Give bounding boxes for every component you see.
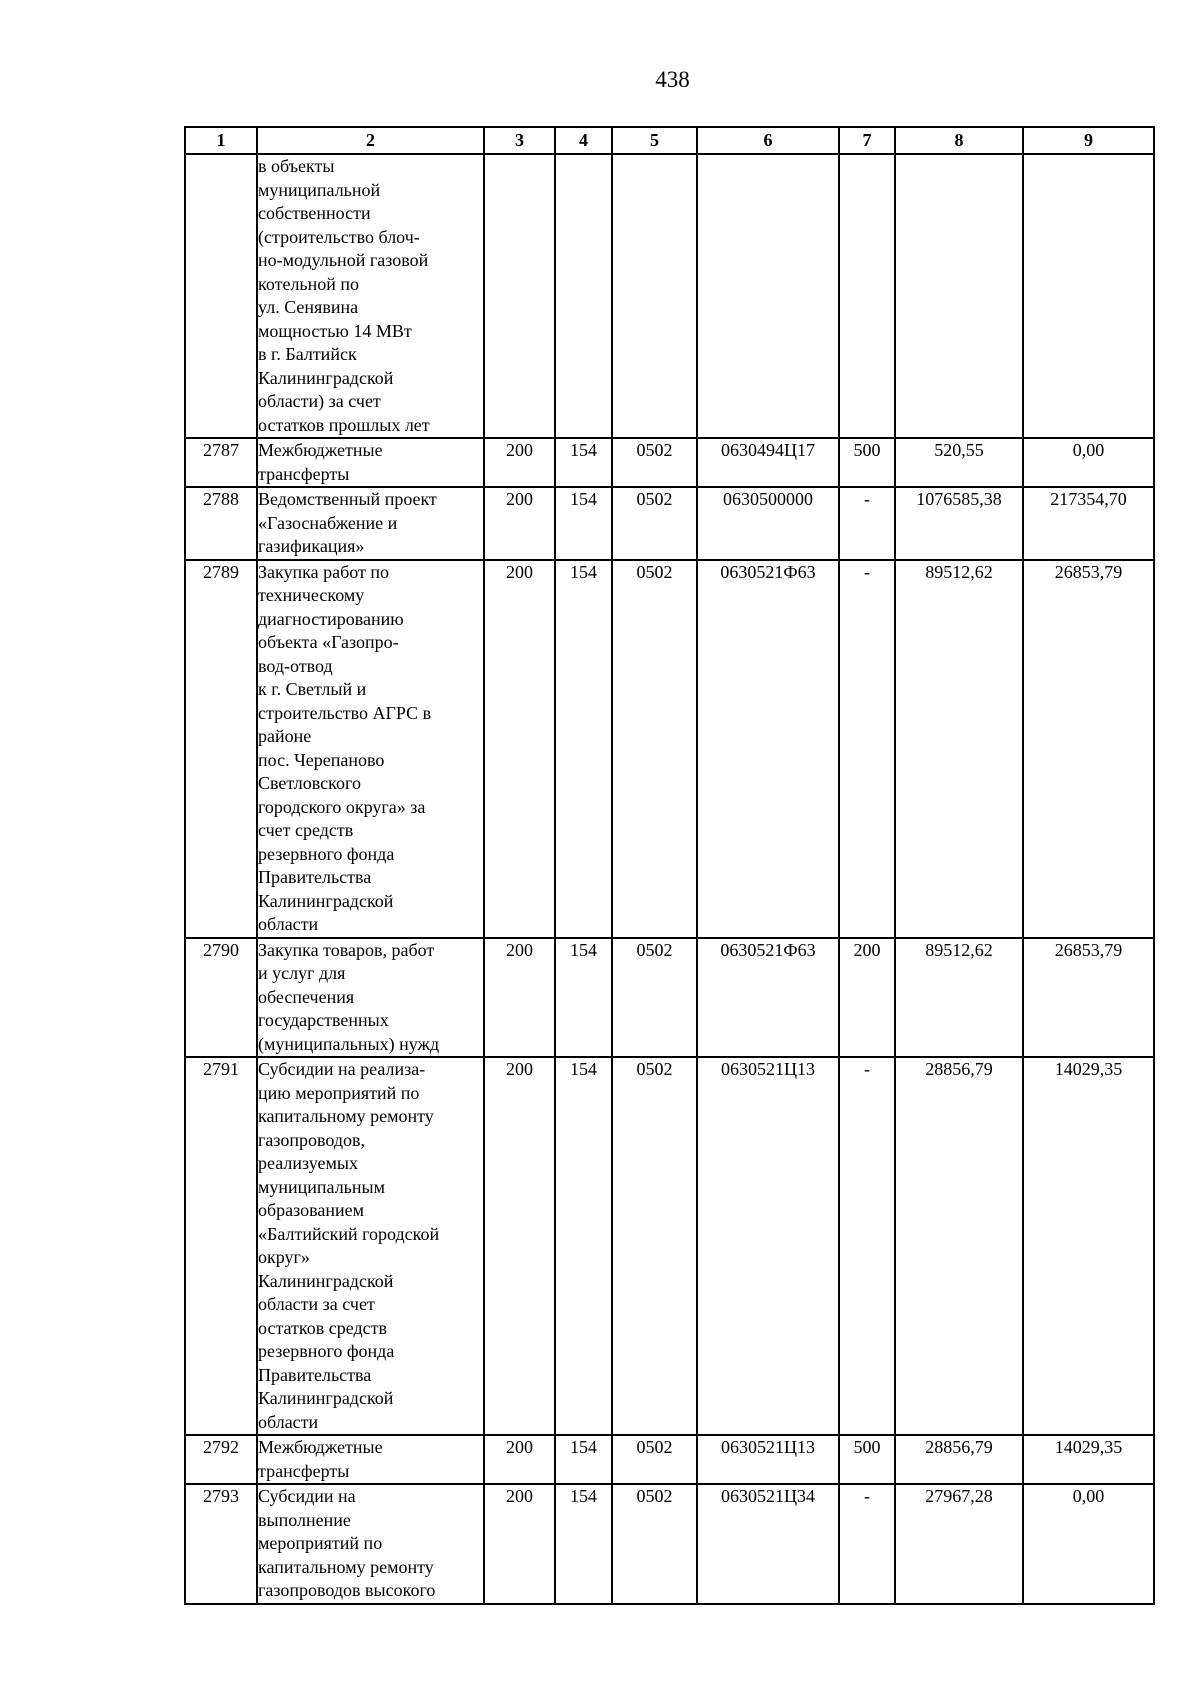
row-name-line: собственности — [258, 203, 371, 223]
col-3-value: 200 — [484, 1057, 555, 1435]
col-9-value: 14029,35 — [1023, 1435, 1154, 1484]
col-8-value: 89512,62 — [895, 938, 1023, 1058]
col-4-value: 154 — [555, 487, 612, 560]
row-name-line: ул. Сенявина — [258, 297, 359, 317]
col-7-value — [839, 154, 895, 438]
col-9-value: 14029,35 — [1023, 1057, 1154, 1435]
row-name-line: к г. Светлый и — [258, 679, 367, 699]
col-8-value: 89512,62 — [895, 560, 1023, 938]
column-header: 1 — [185, 127, 257, 154]
col-3-value: 200 — [484, 438, 555, 487]
col-6-value: 0630494Ц17 — [697, 438, 839, 487]
col-3-value: 200 — [484, 487, 555, 560]
table-row — [185, 487, 1154, 560]
table-row — [185, 1435, 1154, 1484]
col-5-value: 0502 — [612, 487, 697, 560]
table-row — [185, 438, 1154, 487]
col-7-value: - — [839, 560, 895, 938]
col-8-value: 27967,28 — [895, 1484, 1023, 1604]
row-name-line: Закупка товаров, работ — [258, 939, 435, 960]
row-name-line: муниципальным — [258, 1176, 386, 1197]
row-number: 2789 — [185, 560, 257, 938]
row-name-line: городского округа» за — [258, 796, 426, 817]
row-name-line: и услуг для — [258, 963, 346, 983]
row-name — [257, 560, 484, 938]
row-name-line: капитальному ремонту — [258, 1556, 434, 1577]
row-name-line: Светловского — [258, 773, 361, 793]
row-number: 2791 — [185, 1057, 257, 1435]
row-name-line: муниципальной — [258, 179, 381, 200]
row-name-line: Правительства — [258, 867, 372, 887]
row-name-line: газопроводов высокого — [258, 1580, 436, 1600]
col-3-value: 200 — [484, 938, 555, 1058]
col-7-value: - — [839, 1057, 895, 1435]
row-name-line: капитальному ремонту — [258, 1106, 434, 1126]
col-6-value: 0630521Ф63 — [697, 938, 839, 1058]
row-name-line: резервного фонда — [258, 1341, 395, 1361]
col-7-value: 500 — [839, 438, 895, 487]
row-name-line: Калининградской — [258, 1388, 394, 1408]
row-name — [257, 1057, 484, 1435]
row-name-line: Ведомственный проект — [258, 489, 437, 509]
row-name-line: Субсидии на — [258, 1486, 356, 1506]
row-name — [257, 1484, 484, 1604]
col-5-value: 0502 — [612, 1484, 697, 1604]
table-row — [185, 154, 1154, 438]
col-5-value — [612, 154, 697, 438]
row-name-line: диагностированию — [258, 608, 404, 629]
col-7-value: 200 — [839, 938, 895, 1058]
row-name-line: резервного фонда — [258, 843, 395, 864]
row-name-line: выполнение — [258, 1509, 351, 1530]
col-9-value: 0,00 — [1023, 438, 1154, 487]
col-4-value: 154 — [555, 938, 612, 1058]
row-name-line: счет средств — [258, 820, 354, 840]
col-9-value: 217354,70 — [1023, 487, 1154, 560]
column-header: 2 — [257, 127, 484, 154]
col-9-value — [1023, 154, 1154, 438]
column-header: 3 — [484, 127, 555, 154]
column-header: 9 — [1023, 127, 1154, 154]
row-number: 2792 — [185, 1435, 257, 1484]
table-row — [185, 1484, 1154, 1604]
row-name-line: пос. Черепаново — [258, 749, 385, 770]
col-3-value — [484, 154, 555, 438]
col-5-value: 0502 — [612, 438, 697, 487]
col-7-value: - — [839, 1484, 895, 1604]
col-8-value: 28856,79 — [895, 1057, 1023, 1435]
row-name-line: реализуемых — [258, 1153, 358, 1173]
row-name-line: области за счет — [258, 1294, 375, 1314]
col-5-value: 0502 — [612, 1057, 697, 1435]
row-name-line: образованием — [258, 1200, 365, 1220]
row-name-line: (строительство блоч- — [258, 226, 420, 247]
col-6-value: 0630521Ц13 — [697, 1057, 839, 1435]
row-name-line: вод-отвод — [258, 655, 333, 676]
row-number: 2793 — [185, 1484, 257, 1604]
row-name-line: районе — [258, 726, 312, 746]
col-7-value: 500 — [839, 1435, 895, 1484]
row-name-line: области — [258, 1411, 319, 1432]
table-row — [185, 1057, 1154, 1435]
row-name-line: Межбюджетные — [258, 1437, 383, 1457]
row-name — [257, 154, 484, 438]
column-header: 4 — [555, 127, 612, 154]
row-name — [257, 487, 484, 560]
col-8-value: 520,55 — [895, 438, 1023, 487]
budget-table — [184, 126, 1155, 1605]
col-4-value: 154 — [555, 1435, 612, 1484]
col-8-value: 28856,79 — [895, 1435, 1023, 1484]
col-4-value: 154 — [555, 438, 612, 487]
col-6-value: 0630521Ц34 — [697, 1484, 839, 1604]
row-number: 2790 — [185, 938, 257, 1058]
row-name-line: «Газоснабжение и — [258, 512, 398, 533]
row-name-line: цию мероприятий по — [258, 1082, 420, 1103]
table-body — [185, 154, 1154, 1604]
row-name-line: в г. Балтийск — [258, 344, 357, 364]
row-name-line: «Балтийский городской — [258, 1223, 440, 1244]
column-header: 5 — [612, 127, 697, 154]
row-name-line: объекта «Газопро- — [258, 632, 399, 652]
col-9-value: 0,00 — [1023, 1484, 1154, 1604]
col-4-value: 154 — [555, 1057, 612, 1435]
col-3-value: 200 — [484, 560, 555, 938]
row-name-line: обеспечения — [258, 986, 355, 1007]
column-header: 8 — [895, 127, 1023, 154]
row-name-line: Калининградской — [258, 1270, 394, 1291]
col-5-value: 0502 — [612, 1435, 697, 1484]
col-6-value — [697, 154, 839, 438]
row-name-line: Калининградской — [258, 367, 394, 388]
row-name-line: строительство АГРС в — [258, 702, 432, 723]
row-name-line: но-модульной газовой — [258, 250, 429, 270]
row-name-line: Субсидии на реализа- — [258, 1059, 426, 1079]
row-name-line: государственных — [258, 1010, 389, 1030]
row-name-line: в объекты — [258, 156, 335, 176]
row-name-line: остатков средств — [258, 1317, 387, 1338]
row-number — [185, 154, 257, 438]
col-4-value — [555, 154, 612, 438]
page-number: 438 — [655, 67, 690, 92]
col-3-value: 200 — [484, 1484, 555, 1604]
column-header: 6 — [697, 127, 839, 154]
row-name — [257, 1435, 484, 1484]
table-row — [185, 560, 1154, 938]
col-8-value — [895, 154, 1023, 438]
header-row — [185, 127, 1154, 154]
col-5-value: 0502 — [612, 938, 697, 1058]
row-name-line: (муниципальных) нужд — [258, 1033, 440, 1054]
col-6-value: 0630521Ц13 — [697, 1435, 839, 1484]
col-6-value: 0630500000 — [697, 487, 839, 560]
row-name-line: котельной по — [258, 273, 360, 294]
row-name-line: газопроводов, — [258, 1129, 366, 1150]
row-name-line: мощностью 14 МВт — [258, 320, 412, 341]
row-name-line: Калининградской — [258, 890, 394, 911]
row-name-line: газификация» — [258, 536, 365, 556]
row-name-line: трансферты — [258, 1460, 350, 1481]
row-name-line: Межбюджетные — [258, 440, 383, 460]
col-4-value: 154 — [555, 560, 612, 938]
col-9-value: 26853,79 — [1023, 560, 1154, 938]
col-6-value: 0630521Ф63 — [697, 560, 839, 938]
col-3-value: 200 — [484, 1435, 555, 1484]
col-5-value: 0502 — [612, 560, 697, 938]
row-name-line: мероприятий по — [258, 1533, 383, 1553]
col-9-value: 26853,79 — [1023, 938, 1154, 1058]
row-name-line: округ» — [258, 1247, 310, 1267]
row-name-line: области) за счет — [258, 391, 381, 411]
row-name-line: трансферты — [258, 463, 350, 484]
column-header: 7 — [839, 127, 895, 154]
row-number: 2787 — [185, 438, 257, 487]
row-number: 2788 — [185, 487, 257, 560]
col-4-value: 154 — [555, 1484, 612, 1604]
row-name-line: остатков прошлых лет — [258, 414, 430, 435]
col-7-value: - — [839, 487, 895, 560]
row-name-line: Правительства — [258, 1364, 372, 1385]
col-8-value: 1076585,38 — [895, 487, 1023, 560]
row-name — [257, 938, 484, 1058]
row-name-line: области — [258, 914, 319, 934]
row-name — [257, 438, 484, 487]
table-row — [185, 938, 1154, 1058]
row-name-line: техническому — [258, 585, 365, 605]
row-name-line: Закупка работ по — [258, 561, 390, 582]
